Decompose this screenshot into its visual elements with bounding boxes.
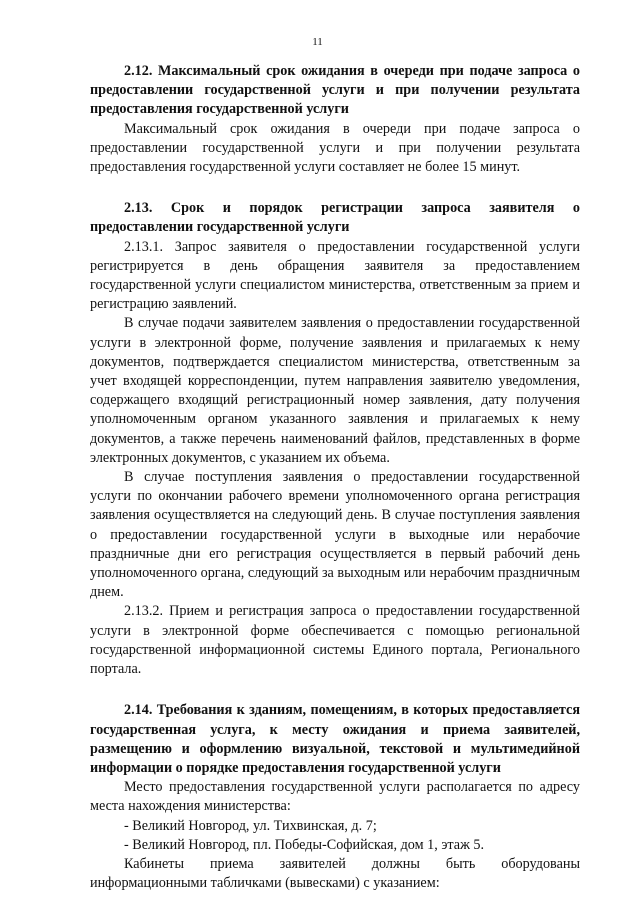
section-2-13-paragraph-4: 2.13.2. Прием и регистрация запроса о предоставлении государственной услуги в электронной форме обеспечивается с помощью региональной государственной информационной системы Единого портала, Регионального портала.	[90, 603, 580, 678]
page-number: 11	[312, 36, 323, 48]
section-2-14-heading: 2.14. Требования к зданиям, помещениям, в которых предоставляется государственная услуга, к месту ожидания и приема заявителей, размещению и оформлению визуальной, текстовой и мультимедийной информации о порядке предоставления государственной услуги	[90, 702, 580, 776]
section-2-12-text: Максимальный срок ожидания в очереди при подаче запроса о предоставлении государственной услуги и при получении результата предоставления государственной услуги составляет не более 15 минут.	[90, 120, 580, 176]
section-2-14-paragraph-1: Место предоставления государственной услуги располагается по адресу места нахождения министерства:	[90, 779, 580, 815]
section-2-13-paragraph-3: В случае поступления заявления о предоставлении государственной услуги по окончании рабочего времени уполномоченного органа регистрация заявления осуществляется на следующий день. В случае поступления заявления о предоставлении государственной услуги в выходные или нерабочие праздничные дни его регистрация осуществляется в первый рабочий день уполномоченного органа, следующий за выходным или нерабочим праздничным днем.	[90, 469, 580, 601]
document-body	[90, 62, 580, 893]
address-item-2: - Великий Новгород, пл. Победы-Софийская, дом 1, этаж 5.	[124, 836, 485, 853]
section-2-13-heading: 2.13. Срок и порядок регистрации запроса заявителя о предоставлении государственной услуги	[90, 200, 580, 236]
section-2-13-paragraph-1: 2.13.1. Запрос заявителя о предоставлении государственной услуги регистрируется в день обращения заявителя за предоставлением государственной услуги специалистом министерства, ответственным за прием и регистрацию заявлений.	[90, 238, 580, 313]
section-2-13-paragraph-2: В случае подачи заявителем заявления о предоставлении государственной услуги в электронной форме, получение заявления и прилагаемых к нему документов, подтверждается специалистом министерства, ответственным за учет входящей корреспонденции, путем направления заявителю уведомления, содержащего входящий регистрационный номер заявления, дату получения уполномоченным органом указанного заявления и прилагаемых к нему документов, а также перечень наименований файлов, представленных в форме электронных документов, с указанием их объема.	[90, 315, 580, 466]
address-item-1: - Великий Новгород, ул. Тихвинская, д. 7;	[124, 817, 377, 834]
section-2-14-paragraph-2: Кабинеты приема заявителей должны быть оборудованы информационными табличками (вывесками) с указанием:	[90, 855, 580, 892]
section-2-12-heading: 2.12. Максимальный срок ожидания в очереди при подаче запроса о предоставлении государственной услуги и при получении результата предоставления государственной услуги	[90, 63, 580, 118]
